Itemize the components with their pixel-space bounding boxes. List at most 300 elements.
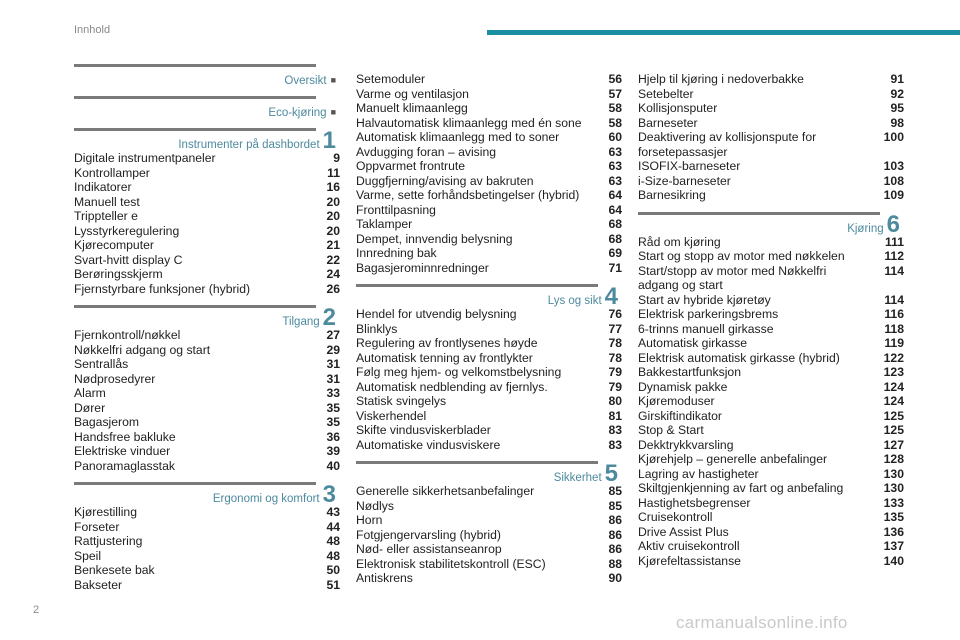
toc-entry-page: 124	[883, 379, 904, 394]
toc-entry-page: 119	[884, 336, 904, 350]
toc-entry[interactable]	[74, 549, 340, 564]
toc-entry[interactable]	[638, 293, 904, 308]
section-title[interactable]: Eco-kjøring	[268, 107, 327, 119]
toc-entry-page: 95	[890, 101, 904, 115]
toc-entry-page: 58	[608, 115, 622, 130]
toc-entry-label: Bagasjerom	[74, 415, 140, 429]
toc-entry[interactable]	[638, 539, 904, 554]
toc-entry-page: 79	[608, 365, 622, 379]
toc-entry-page: 135	[883, 510, 904, 524]
toc-entry[interactable]	[638, 438, 904, 453]
section-title[interactable]: Instrumenter på dashbordet	[178, 139, 320, 151]
toc-entry-label: ISOFIX-barneseter	[638, 159, 741, 173]
section-5	[356, 461, 622, 586]
toc-entry-page: 33	[326, 386, 340, 400]
section-heading	[74, 481, 340, 508]
toc-entry[interactable]	[74, 267, 340, 282]
toc-entry[interactable]	[356, 394, 622, 409]
toc-entry-page: 63	[608, 173, 622, 188]
toc-entry[interactable]	[74, 430, 340, 445]
toc-entry-label: Fjernstyrbare funksjoner (hybrid)	[74, 281, 251, 296]
toc-entry-label: i-Size-barneseter	[638, 173, 731, 188]
toc-entry-page: 43	[326, 505, 340, 519]
toc-entry[interactable]	[356, 261, 622, 276]
toc-entry[interactable]	[74, 386, 340, 401]
toc-entry[interactable]	[356, 188, 622, 203]
toc-entry-label: Innredning bak	[356, 246, 437, 260]
toc-entry-page: 60	[608, 130, 622, 144]
toc-list	[356, 307, 622, 452]
toc-entry-label: Regulering av frontlysenes høyde	[356, 336, 538, 350]
toc-entry-page: 109	[883, 188, 904, 202]
toc-entry[interactable]	[638, 525, 904, 540]
toc-entry-label: Handsfree bakluke	[74, 429, 176, 444]
toc-entry[interactable]	[74, 444, 340, 459]
toc-entry-label: Blinklys	[356, 321, 398, 336]
toc-entry-label: Skifte vindusviskerblader	[356, 423, 491, 437]
toc-entry[interactable]	[74, 209, 340, 224]
toc-entry-label: Elektriske vinduer	[74, 444, 171, 458]
toc-entry-page: 27	[326, 328, 340, 342]
toc-entry-page: 35	[326, 400, 340, 415]
toc-entry-label: Kontrollamper	[74, 165, 150, 180]
section-heading	[74, 99, 340, 119]
toc-entry-page: 9	[333, 151, 340, 165]
toc-entry[interactable]	[356, 438, 622, 453]
toc-entry-page: 85	[608, 498, 622, 513]
toc-entry-page: 64	[608, 188, 622, 202]
toc-entry-label: Barnesikring	[638, 188, 706, 202]
toc-entry-page: 56	[608, 72, 622, 86]
toc-entry-page: 80	[608, 394, 622, 408]
toc-entry-label: Dynamisk pakke	[638, 379, 728, 394]
toc-entry[interactable]	[356, 72, 622, 87]
toc-entry[interactable]	[356, 145, 622, 160]
toc-entry-page: 140	[883, 553, 904, 568]
section-heading	[356, 283, 622, 310]
toc-entry-label: Lagring av hastigheter	[638, 466, 759, 481]
toc-entry[interactable]	[74, 401, 340, 416]
toc-entry-label: Manuelt klimaanlegg	[356, 101, 468, 115]
toc-entry-label: Skiltgjenkjenning av fart og anbefaling	[638, 481, 844, 495]
toc-entry[interactable]	[74, 282, 340, 297]
toc-entry-label: Automatisk girkasse	[638, 336, 748, 350]
toc-entry-label: Bakseter	[74, 577, 123, 592]
toc-entry[interactable]	[638, 264, 904, 293]
toc-entry[interactable]	[638, 351, 904, 366]
toc-entry[interactable]	[356, 557, 622, 572]
toc-entry-page: 111	[885, 234, 904, 249]
toc-entry-label: Aktiv cruisekontroll	[638, 539, 740, 553]
toc-entry-label: Fronttilpasning	[356, 202, 436, 217]
page-header-title: Innhold	[74, 24, 111, 36]
toc-entry-page: 100	[883, 130, 904, 144]
toc-entry-page: 91	[890, 72, 904, 86]
toc-entry-page: 20	[326, 194, 340, 209]
toc-entry-page: 98	[890, 115, 904, 130]
toc-entry-page: 71	[608, 260, 622, 275]
toc-entry-label: Kjørecomputer	[74, 238, 154, 252]
toc-entry-label: Nøkkelfri adgang og start	[74, 342, 211, 357]
toc-entry[interactable]	[74, 459, 340, 474]
toc-entry-page: 136	[883, 524, 904, 539]
toc-entry-label: Bakkestartfunksjon	[638, 365, 741, 379]
toc-entry-label: Barneseter	[638, 115, 698, 130]
toc-entry-label: Start av hybride kjøretøy	[638, 292, 771, 307]
header-accent-bar	[487, 30, 960, 35]
toc-entry[interactable]	[356, 217, 622, 232]
toc-entry[interactable]	[638, 423, 904, 438]
section-1	[74, 128, 340, 296]
toc-entry-label: Automatisk klimaanlegg med to soner	[356, 130, 560, 144]
toc-entry-page: 130	[883, 481, 904, 495]
toc-entry[interactable]	[356, 130, 622, 145]
toc-entry-page: 16	[326, 180, 340, 194]
toc-entry[interactable]	[638, 452, 904, 467]
toc-list	[638, 235, 904, 569]
toc-entry-page: 48	[326, 548, 340, 563]
section-number: 1	[322, 127, 336, 154]
section-title[interactable]: Sikkerhet	[553, 472, 602, 484]
toc-entry[interactable]	[638, 380, 904, 395]
toc-entry[interactable]	[356, 87, 622, 102]
toc-entry-page: 114	[884, 263, 904, 278]
toc-entry-page: 118	[884, 321, 904, 336]
toc-entry-page: 90	[608, 571, 622, 585]
toc-entry-label: Dekktrykkvarsling	[638, 437, 734, 452]
toc-entry[interactable]	[638, 336, 904, 351]
toc-entry-label: Trippteller e	[74, 209, 138, 223]
page-number: 2	[33, 604, 40, 616]
section-title[interactable]: Lys og sikt	[547, 295, 602, 307]
section-2	[74, 305, 340, 473]
toc-entry[interactable]	[74, 534, 340, 549]
toc-entry-page: 50	[326, 563, 340, 577]
toc-entry[interactable]	[356, 203, 622, 218]
toc-entry-label: Manuell test	[74, 194, 140, 209]
toc-entry-page: 58	[608, 101, 622, 115]
toc-entry-label: Fotgjengervarsling (hybrid)	[356, 527, 501, 542]
toc-entry-label: Kjørefeltassistanse	[638, 553, 741, 568]
toc-entry[interactable]	[638, 174, 904, 189]
toc-entry-page: 83	[608, 437, 622, 452]
toc-entry[interactable]	[356, 307, 622, 322]
watermark: carmanualsonline.info	[676, 613, 848, 632]
toc-entry-page: 29	[326, 342, 340, 357]
toc-entry[interactable]	[638, 496, 904, 511]
toc-entry-label: Varme og ventilasjon	[356, 86, 469, 101]
toc-entry[interactable]	[356, 365, 622, 380]
toc-entry-page: 57	[608, 86, 622, 101]
toc-entry-label: Hendel for utvendig belysning	[356, 307, 517, 321]
toc-entry[interactable]	[356, 484, 622, 499]
toc-entry-label: Drive Assist Plus	[638, 524, 729, 539]
toc-entry[interactable]	[638, 554, 904, 569]
square-bullet-icon: ■	[330, 107, 336, 117]
toc-entry-page: 86	[608, 542, 622, 556]
toc-list	[74, 505, 340, 592]
toc-entry-page: 63	[608, 144, 622, 159]
toc-entry-page: 116	[884, 307, 904, 321]
toc-entry[interactable]	[638, 72, 904, 87]
toc-entry[interactable]	[638, 467, 904, 482]
toc-entry-page: 92	[890, 86, 904, 101]
toc-entry[interactable]	[74, 372, 340, 387]
toc-entry[interactable]	[638, 116, 904, 131]
section-number: 6	[886, 210, 900, 238]
toc-entry-label: Elektrisk parkeringsbrems	[638, 307, 779, 321]
toc-entry-page: 103	[883, 159, 904, 173]
toc-entry[interactable]	[356, 116, 622, 131]
toc-column-2	[356, 72, 622, 586]
section-number: 5	[604, 460, 618, 487]
toc-entry-page: 125	[883, 423, 904, 437]
toc-entry-page: 114	[884, 292, 904, 307]
toc-entry-label: Lysstyrkeregulering	[74, 223, 180, 238]
toc-entry-label: Viskerhendel	[356, 408, 427, 423]
toc-entry-page: 24	[326, 267, 340, 281]
toc-entry[interactable]	[638, 481, 904, 496]
toc-entry-page: 21	[326, 238, 340, 252]
toc-entry-label: Varme, sette forhåndsbetingelser (hybrid)	[356, 188, 580, 202]
toc-entry-label: Digitale instrumentpaneler	[74, 151, 216, 165]
toc-entry-page: 77	[608, 321, 622, 336]
toc-entry-page: 48	[326, 534, 340, 548]
section-title[interactable]: Tilgang	[282, 316, 320, 328]
toc-entry-label: Kjøremoduser	[638, 394, 715, 408]
toc-entry-label: Generelle sikkerhetsanbefalinger	[356, 484, 535, 498]
toc-entry-page: 20	[326, 223, 340, 238]
toc-entry[interactable]	[356, 336, 622, 351]
toc-entry-label: Berøringsskjerm	[74, 267, 163, 281]
toc-entry[interactable]	[356, 351, 622, 366]
toc-entry-page: 123	[883, 365, 904, 379]
toc-entry-page: 36	[326, 429, 340, 444]
toc-entry[interactable]	[74, 238, 340, 253]
toc-entry-label: Benkesete bak	[74, 563, 155, 577]
toc-entry-label: Nødprosedyrer	[74, 371, 156, 386]
toc-entry-page: 137	[883, 539, 904, 553]
toc-entry-label: Indikatorer	[74, 180, 132, 194]
toc-entry-page: 130	[883, 466, 904, 481]
toc-entry[interactable]	[638, 87, 904, 102]
toc-list	[74, 328, 340, 473]
toc-entry-label: Panoramaglasstak	[74, 458, 175, 473]
toc-entry-label: Setebelter	[638, 86, 694, 101]
toc-entry[interactable]	[74, 195, 340, 210]
section-heading	[356, 460, 622, 487]
toc-entry[interactable]	[356, 232, 622, 247]
toc-entry-label: Nød- eller assistanseanrop	[356, 542, 502, 556]
toc-entry-page: 35	[326, 415, 340, 429]
toc-entry[interactable]	[356, 246, 622, 261]
toc-entry[interactable]	[74, 415, 340, 430]
toc-entry-page: 44	[326, 519, 340, 534]
toc-entry-label: Avdugging foran – avising	[356, 144, 497, 159]
section-number: 2	[322, 304, 336, 331]
toc-list	[638, 72, 904, 203]
toc-entry-label: Automatisk nedblending av fjernlys.	[356, 379, 548, 394]
toc-entry[interactable]	[638, 101, 904, 116]
toc-entry-label: Antiskrens	[356, 571, 413, 585]
toc-entry-page: 86	[608, 513, 622, 527]
toc-entry-label: Elektronisk stabilitetskontroll (ESC)	[356, 556, 546, 571]
toc-entry[interactable]	[74, 224, 340, 239]
toc-column-1	[74, 64, 340, 592]
toc-entry[interactable]	[638, 394, 904, 409]
toc-entry-page: 31	[326, 357, 340, 371]
toc-entry-label: Start/stopp av motor med Nøkkelfri adgang og start	[638, 263, 827, 292]
toc-entry-page: 20	[326, 209, 340, 223]
section-overview	[74, 64, 340, 87]
toc-entry-page: 40	[326, 458, 340, 473]
section-heading	[74, 67, 340, 87]
section-heading	[74, 304, 340, 331]
toc-entry[interactable]	[638, 235, 904, 250]
toc-entry[interactable]	[638, 159, 904, 174]
toc-entry-label: Bagasjerominnredninger	[356, 260, 489, 275]
toc-entry[interactable]	[74, 253, 340, 268]
toc-entry-page: 112	[884, 249, 904, 263]
toc-entry-label: Deaktivering av kollisjonspute for forsetepassasjer	[638, 130, 817, 159]
toc-entry-label: Rattjustering	[74, 534, 143, 548]
toc-entry-label: Alarm	[74, 386, 106, 400]
toc-entry[interactable]	[74, 343, 340, 358]
toc-entry-label: Setemoduler	[356, 72, 426, 86]
toc-entry-label: Kjørestilling	[74, 505, 137, 519]
toc-entry-label: Automatiske vindusviskere	[356, 437, 501, 452]
toc-entry[interactable]	[356, 380, 622, 395]
toc-entry[interactable]	[356, 409, 622, 424]
toc-entry[interactable]	[356, 159, 622, 174]
toc-entry-label: Horn	[356, 513, 383, 527]
toc-entry-label: Statisk svingelys	[356, 394, 447, 408]
toc-entry-label: Dempet, innvendig belysning	[356, 231, 513, 246]
toc-entry[interactable]	[356, 571, 622, 586]
toc-entry[interactable]	[638, 188, 904, 203]
toc-entry-label: Forseter	[74, 519, 120, 534]
toc-entry[interactable]	[356, 101, 622, 116]
toc-entry-label: Girskiftindikator	[638, 408, 722, 423]
toc-entry-label: Kollisjonsputer	[638, 101, 718, 115]
toc-entry[interactable]	[74, 357, 340, 372]
toc-entry-page: 124	[883, 394, 904, 408]
section-title[interactable]: Oversikt	[284, 75, 327, 87]
toc-entry-page: 125	[883, 408, 904, 423]
toc-entry-label: Kjørehjelp – generelle anbefalinger	[638, 452, 828, 466]
toc-column-3	[638, 72, 904, 568]
toc-entry-page: 63	[608, 159, 622, 173]
toc-entry-page: 39	[326, 444, 340, 458]
toc-entry-page: 133	[883, 495, 904, 510]
toc-entry-label: Følg meg hjem- og velkomstbelysning	[356, 365, 562, 379]
section-4	[356, 284, 622, 452]
toc-entry[interactable]	[356, 542, 622, 557]
toc-entry-page: 85	[608, 484, 622, 498]
toc-entry[interactable]	[356, 499, 622, 514]
toc-entry[interactable]	[74, 505, 340, 520]
toc-entry[interactable]	[638, 130, 904, 159]
toc-entry-page: 31	[326, 371, 340, 386]
toc-entry[interactable]	[638, 409, 904, 424]
toc-entry-page: 78	[608, 336, 622, 350]
section-number: 4	[604, 283, 618, 310]
toc-entry-page: 22	[326, 252, 340, 267]
toc-list	[356, 72, 622, 275]
toc-entry-label: Speil	[74, 548, 102, 563]
toc-entry-page: 79	[608, 379, 622, 394]
toc-entry[interactable]	[356, 513, 622, 528]
toc-entry-label: Stop & Start	[638, 423, 704, 437]
toc-entry-label: Sentrallås	[74, 357, 129, 371]
toc-entry-label: Råd om kjøring	[638, 234, 721, 249]
toc-entry-label: Nødlys	[356, 498, 394, 513]
toc-entry-page: 88	[608, 556, 622, 571]
toc-entry-page: 128	[883, 452, 904, 466]
toc-entry-page: 83	[608, 423, 622, 437]
toc-entry-label: Elektrisk automatisk girkasse (hybrid)	[638, 350, 840, 365]
section-heading	[74, 127, 340, 154]
toc-entry[interactable]	[74, 520, 340, 535]
toc-entry-label: 6-trinns manuell girkasse	[638, 321, 774, 336]
toc-entry-label: Duggfjerning/avising av bakruten	[356, 173, 534, 188]
toc-entry[interactable]	[356, 174, 622, 189]
toc-entry[interactable]	[356, 528, 622, 543]
toc-entry[interactable]	[74, 328, 340, 343]
toc-entry-label: Automatisk tenning av frontlykter	[356, 350, 533, 365]
toc-entry[interactable]	[638, 510, 904, 525]
toc-entry-page: 64	[608, 202, 622, 217]
toc-entry[interactable]	[638, 322, 904, 337]
section-6	[638, 212, 904, 569]
toc-entry-page: 26	[326, 281, 340, 296]
toc-entry-page: 81	[608, 408, 622, 423]
section-3	[74, 482, 340, 592]
toc-entry-label: Start og stopp av motor med nøkkelen	[638, 249, 845, 263]
toc-entry[interactable]	[638, 365, 904, 380]
toc-entry[interactable]	[638, 307, 904, 322]
toc-entry-page: 68	[608, 231, 622, 246]
toc-entry-label: Halvautomatisk klimaanlegg med én sone	[356, 115, 582, 130]
toc-entry-page: 11	[327, 165, 340, 180]
toc-entry-label: Cruisekontroll	[638, 510, 713, 524]
toc-entry-page: 76	[608, 307, 622, 321]
toc-entry-label: Taklamper	[356, 217, 413, 231]
toc-entry[interactable]	[74, 151, 340, 166]
toc-entry-page: 68	[608, 217, 622, 231]
toc-entry[interactable]	[356, 322, 622, 337]
toc-list	[74, 151, 340, 296]
toc-entry-page: 86	[608, 527, 622, 542]
section-heading	[638, 210, 904, 238]
section-title[interactable]: Ergonomi og komfort	[212, 493, 320, 505]
toc-entry-page: 51	[326, 577, 340, 592]
toc-entry[interactable]	[74, 563, 340, 578]
toc-entry[interactable]	[356, 423, 622, 438]
section-eco	[74, 96, 340, 119]
toc-entry[interactable]	[74, 166, 340, 181]
toc-list	[356, 484, 622, 586]
toc-entry[interactable]	[638, 249, 904, 264]
toc-entry-label: Fjernkontroll/nøkkel	[74, 328, 181, 342]
toc-entry[interactable]	[74, 180, 340, 195]
toc-entry-page: 127	[883, 437, 904, 452]
toc-entry-page: 122	[883, 350, 904, 365]
section-number: 3	[322, 481, 336, 508]
toc-entry[interactable]	[74, 578, 340, 593]
section-title[interactable]: Kjøring	[847, 222, 884, 235]
toc-entry-label: Oppvarmet frontrute	[356, 159, 466, 173]
